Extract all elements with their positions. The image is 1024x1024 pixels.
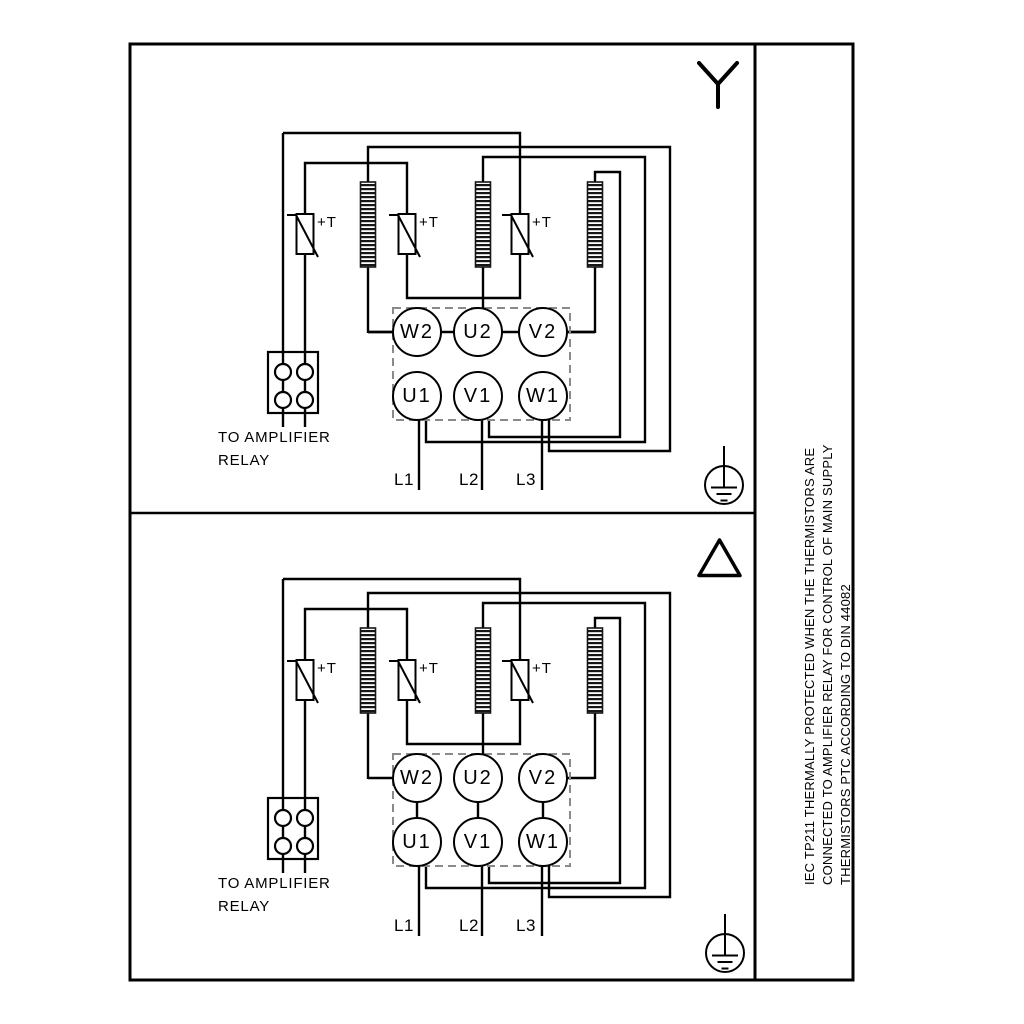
terminal-v1: V1 [463, 831, 493, 853]
thermistor-label: +T [317, 660, 337, 677]
supply-line-l2: L2 [459, 916, 479, 935]
terminal-w1: W1 [526, 385, 560, 407]
supply-line-l3: L3 [516, 916, 536, 935]
side-note-line2: CONNECTED TO AMPLIFIER RELAY FOR CONTROL OF MAIN SUPPLY [820, 444, 835, 885]
relay-note-line2: RELAY [218, 452, 271, 469]
terminal-u1: U1 [402, 385, 432, 407]
terminal-v2: V2 [528, 767, 558, 789]
terminal-u2: U2 [463, 321, 493, 343]
delta-symbol-icon [699, 540, 740, 576]
thermistor-label: +T [317, 214, 337, 231]
thermistor-label: +T [419, 660, 439, 677]
terminal-v1: V1 [463, 385, 493, 407]
relay-note-line1: TO AMPLIFIER [218, 429, 331, 446]
thermistor-label: +T [419, 214, 439, 231]
side-note [801, 444, 855, 885]
thermistor-label: +T [532, 660, 552, 677]
star-symbol-icon [699, 63, 737, 107]
relay-note-line1: TO AMPLIFIER [218, 875, 331, 892]
thermistor-label: +T [532, 214, 552, 231]
terminal-w1: W1 [526, 831, 560, 853]
earth-ground-icon [705, 446, 743, 504]
terminal-u2: U2 [463, 767, 493, 789]
relay-note-line2: RELAY [218, 898, 271, 915]
terminal-w2: W2 [400, 767, 434, 789]
terminal-v2: V2 [528, 321, 558, 343]
side-note-line1: IEC TP211 THERMALLY PROTECTED WHEN THE THERMISTORS ARE [802, 447, 817, 885]
earth-ground-icon [706, 914, 744, 972]
side-note-line3: THERMISTORS PTC ACCORDING TO DIN 44082 [838, 584, 853, 885]
supply-line-l3: L3 [516, 470, 536, 489]
terminal-w2: W2 [400, 321, 434, 343]
supply-line-l2: L2 [459, 470, 479, 489]
supply-line-l1: L1 [394, 916, 414, 935]
terminal-u1: U1 [402, 831, 432, 853]
supply-line-l1: L1 [394, 470, 414, 489]
